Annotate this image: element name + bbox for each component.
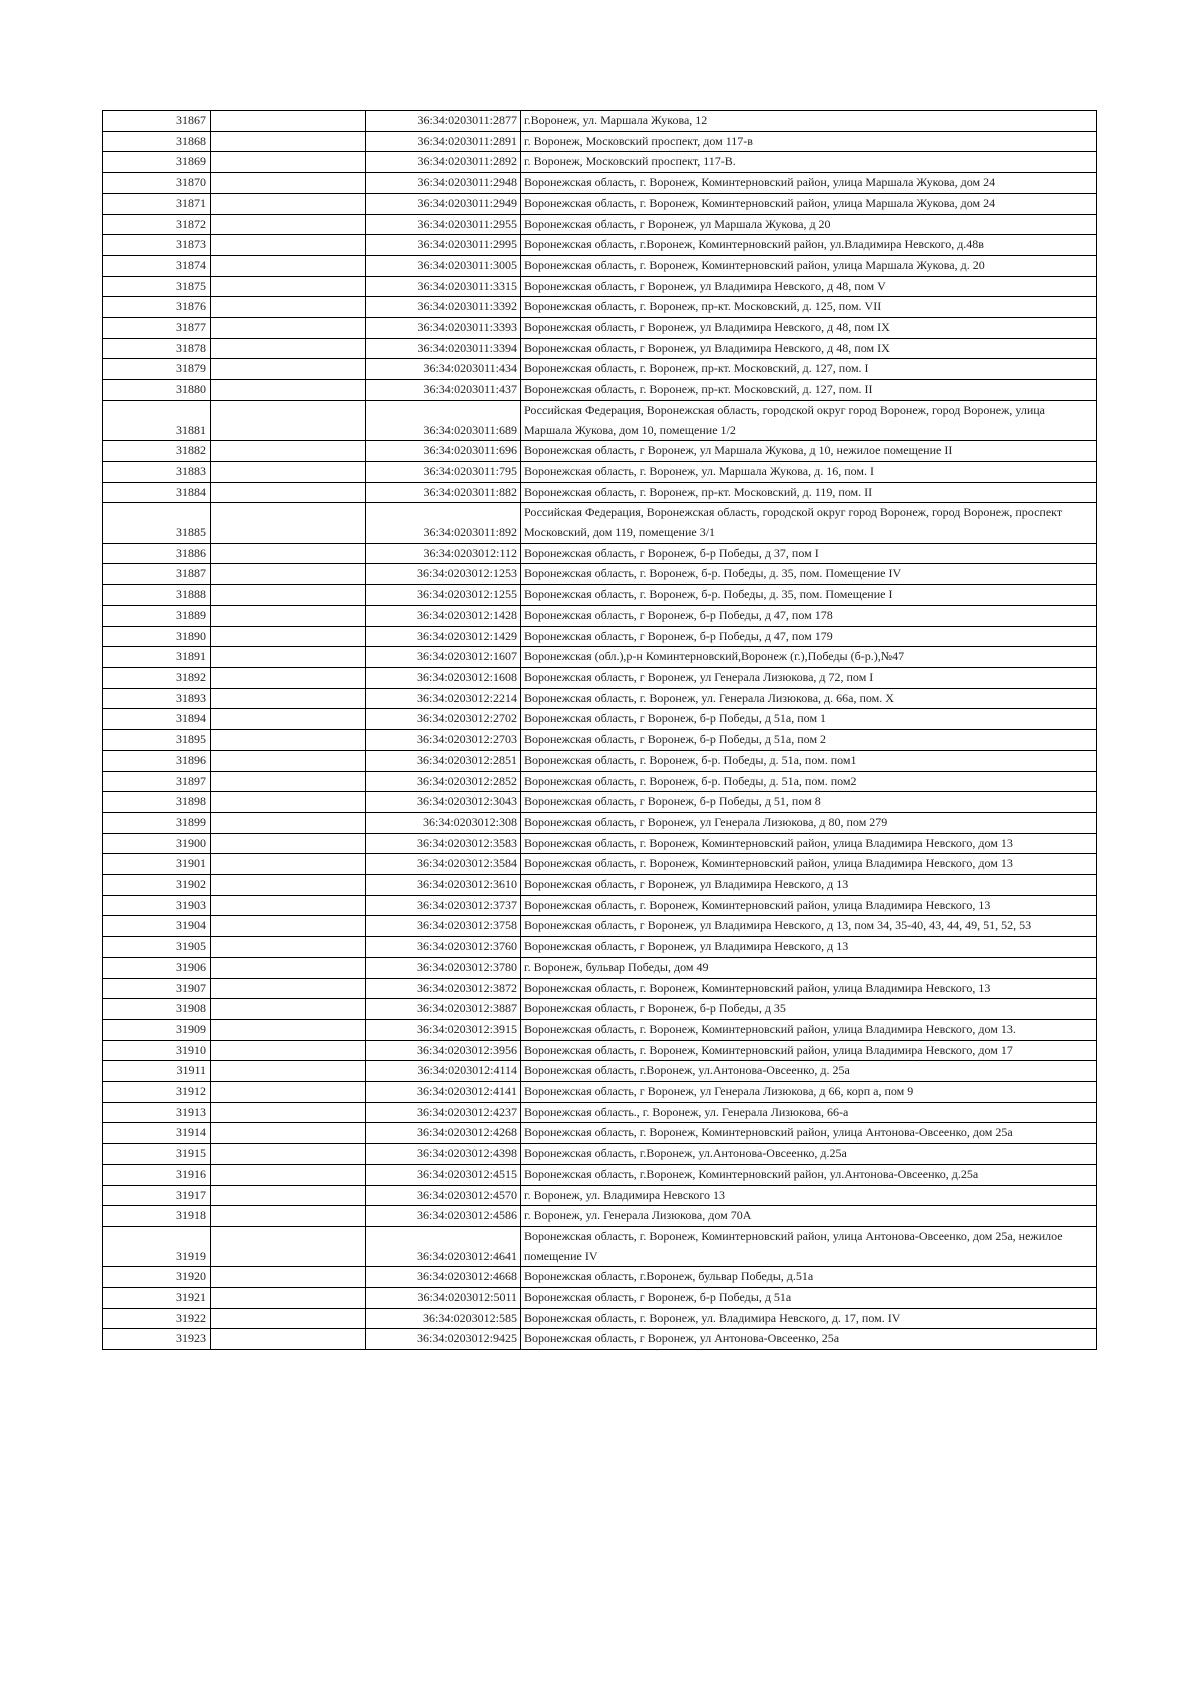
row-number-cell: 31891 <box>103 647 211 668</box>
cadastral-number-cell: 36:34:0203012:4641 <box>366 1226 521 1266</box>
empty-cell <box>211 585 366 606</box>
address-cell: Воронежская область, г Воронеж, ул Антонова-Овсеенко, 25а <box>521 1329 1097 1350</box>
cadastral-number-cell: 36:34:0203011:795 <box>366 461 521 482</box>
row-number-cell: 31918 <box>103 1206 211 1227</box>
empty-cell <box>211 255 366 276</box>
cadastral-number-cell: 36:34:0203011:2955 <box>366 214 521 235</box>
address-cell: Российская Федерация, Воронежская область, городской округ город Воронеж, город Воронеж, улица Маршала Жукова, дом 10, помещение 1/2 <box>521 400 1097 440</box>
empty-cell <box>211 833 366 854</box>
row-number-cell: 31869 <box>103 152 211 173</box>
table-row <box>103 833 1097 854</box>
cadastral-number-cell: 36:34:0203012:3737 <box>366 895 521 916</box>
table-row <box>103 957 1097 978</box>
empty-cell <box>211 111 366 132</box>
table-row <box>103 1288 1097 1309</box>
table-row <box>103 1061 1097 1082</box>
row-number-cell: 31868 <box>103 131 211 152</box>
address-cell: Воронежская область, г. Воронеж, б-р. Победы, д. 51а, пом. пом1 <box>521 750 1097 771</box>
address-cell: Воронежская область, г. Воронеж, Коминтерновский район, улица Маршала Жукова, дом 24 <box>521 173 1097 194</box>
row-number-cell: 31876 <box>103 297 211 318</box>
cadastral-number-cell: 36:34:0203012:585 <box>366 1308 521 1329</box>
empty-cell <box>211 173 366 194</box>
row-number-cell: 31913 <box>103 1102 211 1123</box>
table-row <box>103 792 1097 813</box>
row-number-cell: 31875 <box>103 276 211 297</box>
table-row <box>103 730 1097 751</box>
empty-cell <box>211 978 366 999</box>
row-number-cell: 31873 <box>103 235 211 256</box>
row-number-cell: 31901 <box>103 854 211 875</box>
empty-cell <box>211 400 366 440</box>
empty-cell <box>211 359 366 380</box>
address-cell: г. Воронеж, бульвар Победы, дом 49 <box>521 957 1097 978</box>
cadastral-number-cell: 36:34:0203012:3872 <box>366 978 521 999</box>
cadastral-number-cell: 36:34:0203012:3583 <box>366 833 521 854</box>
address-cell: Воронежская область, г Воронеж, б-р Победы, д 51а <box>521 1288 1097 1309</box>
table-row <box>103 1040 1097 1061</box>
empty-cell <box>211 1329 366 1350</box>
address-cell: Воронежская область, г Воронеж, б-р Победы, д 51а, пом 1 <box>521 709 1097 730</box>
empty-cell <box>211 1040 366 1061</box>
row-number-cell: 31880 <box>103 380 211 401</box>
cadastral-number-cell: 36:34:0203011:892 <box>366 503 521 543</box>
table-row <box>103 461 1097 482</box>
table-row <box>103 111 1097 132</box>
address-cell: Воронежская область, г Воронеж, ул Владимира Невского, д 48, пом V <box>521 276 1097 297</box>
address-cell: Воронежская область, г Воронеж, ул Владимира Невского, д 48, пом IX <box>521 338 1097 359</box>
row-number-cell: 31887 <box>103 564 211 585</box>
cadastral-number-cell: 36:34:0203012:1428 <box>366 605 521 626</box>
empty-cell <box>211 1185 366 1206</box>
cadastral-number-cell: 36:34:0203012:1253 <box>366 564 521 585</box>
table-row <box>103 380 1097 401</box>
cadastral-number-cell: 36:34:0203011:3315 <box>366 276 521 297</box>
row-number-cell: 31910 <box>103 1040 211 1061</box>
empty-cell <box>211 564 366 585</box>
address-cell: Воронежская область, г. Воронеж, пр-кт. Московский, д. 127, пом. II <box>521 380 1097 401</box>
address-cell: Воронежская область, г Воронеж, б-р Победы, д 47, пом 178 <box>521 605 1097 626</box>
address-cell: Воронежская область, г. Воронеж, Коминтерновский район, улица Антонова-Овсеенко, дом 25а <box>521 1123 1097 1144</box>
row-number-cell: 31885 <box>103 503 211 543</box>
empty-cell <box>211 193 366 214</box>
address-cell: Воронежская область, г. Воронеж, Коминтерновский район, улица Владимира Невского, 13 <box>521 895 1097 916</box>
table-row <box>103 235 1097 256</box>
cadastral-number-cell: 36:34:0203012:2851 <box>366 750 521 771</box>
row-number-cell: 31915 <box>103 1144 211 1165</box>
row-number-cell: 31902 <box>103 875 211 896</box>
address-cell: Воронежская область, г Воронеж, б-р Победы, д 47, пом 179 <box>521 626 1097 647</box>
address-cell: Воронежская область, г. Воронеж, б-р. Победы, д. 51а, пом. пом2 <box>521 771 1097 792</box>
table-row <box>103 978 1097 999</box>
cadastral-number-cell: 36:34:0203012:1255 <box>366 585 521 606</box>
row-number-cell: 31874 <box>103 255 211 276</box>
empty-cell <box>211 1102 366 1123</box>
table-row <box>103 667 1097 688</box>
address-cell: Воронежская область, г Воронеж, ул Владимира Невского, д 13, пом 34, 35-40, 43, 44, 49, 51, 52, 53 <box>521 916 1097 937</box>
empty-cell <box>211 235 366 256</box>
address-cell: Воронежская область, г. Воронеж, ул. Генерала Лизюкова, д. 66а, пом. X <box>521 688 1097 709</box>
row-number-cell: 31921 <box>103 1288 211 1309</box>
row-number-cell: 31889 <box>103 605 211 626</box>
cadastral-number-cell: 36:34:0203012:2702 <box>366 709 521 730</box>
row-number-cell: 31907 <box>103 978 211 999</box>
cadastral-number-cell: 36:34:0203011:437 <box>366 380 521 401</box>
row-number-cell: 31920 <box>103 1267 211 1288</box>
empty-cell <box>211 1144 366 1165</box>
row-number-cell: 31900 <box>103 833 211 854</box>
address-cell: Воронежская область, г. Воронеж, б-р. Победы, д. 35, пом. Помещение I <box>521 585 1097 606</box>
cadastral-number-cell: 36:34:0203012:3758 <box>366 916 521 937</box>
cadastral-number-cell: 36:34:0203012:4237 <box>366 1102 521 1123</box>
cadastral-number-cell: 36:34:0203012:3584 <box>366 854 521 875</box>
row-number-cell: 31892 <box>103 667 211 688</box>
table-row <box>103 647 1097 668</box>
address-cell: Воронежская область, г Воронеж, б-р Победы, д 51а, пом 2 <box>521 730 1097 751</box>
row-number-cell: 31895 <box>103 730 211 751</box>
empty-cell <box>211 318 366 339</box>
row-number-cell: 31867 <box>103 111 211 132</box>
row-number-cell: 31878 <box>103 338 211 359</box>
empty-cell <box>211 1123 366 1144</box>
empty-cell <box>211 957 366 978</box>
cadastral-number-cell: 36:34:0203012:4570 <box>366 1185 521 1206</box>
address-cell: г. Воронеж, ул. Владимира Невского 13 <box>521 1185 1097 1206</box>
cadastral-number-cell: 36:34:0203011:689 <box>366 400 521 440</box>
address-cell: Воронежская область, г.Воронеж, ул.Антонова-Овсеенко, д. 25а <box>521 1061 1097 1082</box>
cadastral-number-cell: 36:34:0203011:2877 <box>366 111 521 132</box>
empty-cell <box>211 1019 366 1040</box>
cadastral-number-cell: 36:34:0203011:2891 <box>366 131 521 152</box>
row-number-cell: 31879 <box>103 359 211 380</box>
address-cell: Воронежская область, г. Воронеж, ул. Маршала Жукова, д. 16, пом. I <box>521 461 1097 482</box>
empty-cell <box>211 338 366 359</box>
row-number-cell: 31911 <box>103 1061 211 1082</box>
table-row <box>103 1206 1097 1227</box>
table-row <box>103 1019 1097 1040</box>
cadastral-number-cell: 36:34:0203012:2703 <box>366 730 521 751</box>
table-row <box>103 1123 1097 1144</box>
empty-cell <box>211 709 366 730</box>
table-row <box>103 482 1097 503</box>
table-row <box>103 564 1097 585</box>
empty-cell <box>211 999 366 1020</box>
cadastral-number-cell: 36:34:0203011:2892 <box>366 152 521 173</box>
empty-cell <box>211 730 366 751</box>
address-cell: г. Воронеж, ул. Генерала Лизюкова, дом 70А <box>521 1206 1097 1227</box>
address-cell: Воронежская область, г. Воронеж, пр-кт. Московский, д. 127, пом. I <box>521 359 1097 380</box>
row-number-cell: 31894 <box>103 709 211 730</box>
cadastral-number-cell: 36:34:0203012:4515 <box>366 1164 521 1185</box>
cadastral-number-cell: 36:34:0203012:308 <box>366 812 521 833</box>
table-row <box>103 895 1097 916</box>
empty-cell <box>211 647 366 668</box>
address-cell: Воронежская область, г. Воронеж, пр-кт. Московский, д. 125, пом. VII <box>521 297 1097 318</box>
row-number-cell: 31916 <box>103 1164 211 1185</box>
table-row <box>103 318 1097 339</box>
table-row <box>103 255 1097 276</box>
table-row <box>103 131 1097 152</box>
cadastral-number-cell: 36:34:0203011:3394 <box>366 338 521 359</box>
cadastral-number-cell: 36:34:0203011:2949 <box>366 193 521 214</box>
address-cell: Воронежская область, г. Воронеж, Коминтерновский район, улица Маршала Жукова, дом 24 <box>521 193 1097 214</box>
address-cell: Российская Федерация, Воронежская область, городской округ город Воронеж, город Воронеж, проспект Московский, дом 119, помещение 3/1 <box>521 503 1097 543</box>
empty-cell <box>211 276 366 297</box>
row-number-cell: 31899 <box>103 812 211 833</box>
cadastral-number-cell: 36:34:0203011:3392 <box>366 297 521 318</box>
cadastral-number-cell: 36:34:0203012:3915 <box>366 1019 521 1040</box>
row-number-cell: 31882 <box>103 441 211 462</box>
empty-cell <box>211 916 366 937</box>
table-row <box>103 709 1097 730</box>
row-number-cell: 31917 <box>103 1185 211 1206</box>
empty-cell <box>211 750 366 771</box>
address-cell: Воронежская область, г Воронеж, ул Владимира Невского, д 13 <box>521 875 1097 896</box>
empty-cell <box>211 895 366 916</box>
table-row <box>103 1164 1097 1185</box>
row-number-cell: 31904 <box>103 916 211 937</box>
row-number-cell: 31906 <box>103 957 211 978</box>
row-number-cell: 31909 <box>103 1019 211 1040</box>
table-row <box>103 441 1097 462</box>
row-number-cell: 31888 <box>103 585 211 606</box>
cadastral-number-cell: 36:34:0203012:5011 <box>366 1288 521 1309</box>
empty-cell <box>211 380 366 401</box>
row-number-cell: 31871 <box>103 193 211 214</box>
cadastral-number-cell: 36:34:0203011:2995 <box>366 235 521 256</box>
cadastral-number-cell: 36:34:0203012:4586 <box>366 1206 521 1227</box>
cadastral-number-cell: 36:34:0203011:3005 <box>366 255 521 276</box>
address-cell: Воронежская область, г.Воронеж, бульвар Победы, д.51а <box>521 1267 1097 1288</box>
address-cell: Воронежская область, г Воронеж, ул Генерала Лизюкова, д 66, корп а, пом 9 <box>521 1082 1097 1103</box>
address-cell: Воронежская область., г. Воронеж, ул. Генерала Лизюкова, 66-а <box>521 1102 1097 1123</box>
empty-cell <box>211 626 366 647</box>
address-cell: Воронежская область, г Воронеж, ул Генерала Лизюкова, д 80, пом 279 <box>521 812 1097 833</box>
cadastral-number-cell: 36:34:0203012:3610 <box>366 875 521 896</box>
address-cell: Воронежская область, г Воронеж, б-р Победы, д 51, пом 8 <box>521 792 1097 813</box>
address-cell: Воронежская область, г. Воронеж, Коминтерновский район, улица Владимира Невского, дом 13. <box>521 1019 1097 1040</box>
row-number-cell: 31912 <box>103 1082 211 1103</box>
table-row <box>103 1308 1097 1329</box>
table-row <box>103 338 1097 359</box>
cadastral-number-cell: 36:34:0203012:4114 <box>366 1061 521 1082</box>
row-number-cell: 31905 <box>103 937 211 958</box>
row-number-cell: 31870 <box>103 173 211 194</box>
empty-cell <box>211 937 366 958</box>
empty-cell <box>211 688 366 709</box>
empty-cell <box>211 482 366 503</box>
row-number-cell: 31914 <box>103 1123 211 1144</box>
cadastral-number-cell: 36:34:0203012:9425 <box>366 1329 521 1350</box>
row-number-cell: 31884 <box>103 482 211 503</box>
table-row <box>103 626 1097 647</box>
empty-cell <box>211 503 366 543</box>
address-cell: Воронежская область, г Воронеж, ул Маршала Жукова, д 10, нежилое помещение II <box>521 441 1097 462</box>
empty-cell <box>211 1082 366 1103</box>
empty-cell <box>211 152 366 173</box>
table-row <box>103 875 1097 896</box>
cadastral-number-cell: 36:34:0203012:4668 <box>366 1267 521 1288</box>
cadastral-number-cell: 36:34:0203011:434 <box>366 359 521 380</box>
cadastral-number-cell: 36:34:0203011:696 <box>366 441 521 462</box>
row-number-cell: 31898 <box>103 792 211 813</box>
address-cell: Воронежская область, г Воронеж, б-р Победы, д 37, пом I <box>521 543 1097 564</box>
empty-cell <box>211 1288 366 1309</box>
cadastral-number-cell: 36:34:0203012:4268 <box>366 1123 521 1144</box>
address-cell: Воронежская область, г. Воронеж, пр-кт. Московский, д. 119, пом. II <box>521 482 1097 503</box>
row-number-cell: 31922 <box>103 1308 211 1329</box>
table-row <box>103 812 1097 833</box>
row-number-cell: 31919 <box>103 1226 211 1266</box>
table-row <box>103 543 1097 564</box>
address-cell: Воронежская область, г Воронеж, ул Владимира Невского, д 13 <box>521 937 1097 958</box>
row-number-cell: 31908 <box>103 999 211 1020</box>
address-cell: Воронежская область, г.Воронеж, Коминтерновский район, ул.Антонова-Овсеенко, д.25а <box>521 1164 1097 1185</box>
cadastral-number-cell: 36:34:0203012:2852 <box>366 771 521 792</box>
address-cell: Воронежская область, г Воронеж, б-р Победы, д 35 <box>521 999 1097 1020</box>
empty-cell <box>211 875 366 896</box>
cadastral-number-cell: 36:34:0203011:882 <box>366 482 521 503</box>
address-cell: г. Воронеж, Московский проспект, дом 117-в <box>521 131 1097 152</box>
address-cell: Воронежская область, г Воронеж, ул Генерала Лизюкова, д 72, пом I <box>521 667 1097 688</box>
empty-cell <box>211 297 366 318</box>
row-number-cell: 31897 <box>103 771 211 792</box>
row-number-cell: 31890 <box>103 626 211 647</box>
table-row <box>103 1082 1097 1103</box>
row-number-cell: 31896 <box>103 750 211 771</box>
property-registry-table <box>102 110 1097 1350</box>
address-cell: Воронежская область, г. Воронеж, Коминтерновский район, улица Владимира Невского, дом 13 <box>521 854 1097 875</box>
table-row <box>103 503 1097 543</box>
empty-cell <box>211 1206 366 1227</box>
cadastral-number-cell: 36:34:0203011:2948 <box>366 173 521 194</box>
table-row <box>103 359 1097 380</box>
table-row <box>103 1185 1097 1206</box>
table-row <box>103 297 1097 318</box>
cadastral-number-cell: 36:34:0203011:3393 <box>366 318 521 339</box>
table-row <box>103 193 1097 214</box>
address-cell: Воронежская область, г. Воронеж, Коминтерновский район, улица Владимира Невского, дом 17 <box>521 1040 1097 1061</box>
empty-cell <box>211 771 366 792</box>
cadastral-number-cell: 36:34:0203012:4141 <box>366 1082 521 1103</box>
table-row <box>103 999 1097 1020</box>
empty-cell <box>211 1061 366 1082</box>
address-cell: Воронежская область, г Воронеж, ул Владимира Невского, д 48, пом IX <box>521 318 1097 339</box>
cadastral-number-cell: 36:34:0203012:1429 <box>366 626 521 647</box>
empty-cell <box>211 214 366 235</box>
table-row <box>103 771 1097 792</box>
empty-cell <box>211 854 366 875</box>
cadastral-number-cell: 36:34:0203012:3780 <box>366 957 521 978</box>
empty-cell <box>211 792 366 813</box>
table-row <box>103 173 1097 194</box>
address-cell: г. Воронеж, Московский проспект, 117-В. <box>521 152 1097 173</box>
table-row <box>103 688 1097 709</box>
empty-cell <box>211 812 366 833</box>
address-cell: Воронежская область, г. Воронеж, ул. Владимира Невского, д. 17, пом. IV <box>521 1308 1097 1329</box>
row-number-cell: 31893 <box>103 688 211 709</box>
address-cell: Воронежская область, г. Воронеж, Коминтерновский район, улица Владимира Невского, 13 <box>521 978 1097 999</box>
table-row <box>103 1102 1097 1123</box>
row-number-cell: 31886 <box>103 543 211 564</box>
cadastral-number-cell: 36:34:0203012:3760 <box>366 937 521 958</box>
row-number-cell: 31877 <box>103 318 211 339</box>
table-row <box>103 1267 1097 1288</box>
row-number-cell: 31903 <box>103 895 211 916</box>
registry-table-body <box>103 111 1097 1350</box>
empty-cell <box>211 1226 366 1266</box>
empty-cell <box>211 605 366 626</box>
address-cell: Воронежская область, г. Воронеж, Коминтерновский район, улица Маршала Жукова, д. 20 <box>521 255 1097 276</box>
address-cell: Воронежская область, г. Воронеж, Коминтерновский район, улица Антонова-Овсеенко, дом 25а, нежилое помещение IV <box>521 1226 1097 1266</box>
empty-cell <box>211 461 366 482</box>
cadastral-number-cell: 36:34:0203012:2214 <box>366 688 521 709</box>
empty-cell <box>211 667 366 688</box>
empty-cell <box>211 1164 366 1185</box>
address-cell: Воронежская область, г.Воронеж, ул.Антонова-Овсеенко, д.25а <box>521 1144 1097 1165</box>
row-number-cell: 31883 <box>103 461 211 482</box>
cadastral-number-cell: 36:34:0203012:1607 <box>366 647 521 668</box>
empty-cell <box>211 1308 366 1329</box>
table-row <box>103 1226 1097 1266</box>
address-cell: Воронежская (обл.),р-н Коминтерновский,Воронеж (г.),Победы (б-р.),№47 <box>521 647 1097 668</box>
table-row <box>103 854 1097 875</box>
table-row <box>103 750 1097 771</box>
address-cell: Воронежская область, г. Воронеж, Коминтерновский район, улица Владимира Невского, дом 13 <box>521 833 1097 854</box>
cadastral-number-cell: 36:34:0203012:3956 <box>366 1040 521 1061</box>
cadastral-number-cell: 36:34:0203012:1608 <box>366 667 521 688</box>
cadastral-number-cell: 36:34:0203012:4398 <box>366 1144 521 1165</box>
address-cell: Воронежская область, г Воронеж, ул Маршала Жукова, д 20 <box>521 214 1097 235</box>
row-number-cell: 31923 <box>103 1329 211 1350</box>
cadastral-number-cell: 36:34:0203012:3887 <box>366 999 521 1020</box>
empty-cell <box>211 543 366 564</box>
table-row <box>103 400 1097 440</box>
empty-cell <box>211 1267 366 1288</box>
table-row <box>103 937 1097 958</box>
address-cell: г.Воронеж, ул. Маршала Жукова, 12 <box>521 111 1097 132</box>
table-row <box>103 585 1097 606</box>
table-row <box>103 276 1097 297</box>
table-row <box>103 1144 1097 1165</box>
table-row <box>103 916 1097 937</box>
table-row <box>103 1329 1097 1350</box>
empty-cell <box>211 441 366 462</box>
table-row <box>103 214 1097 235</box>
row-number-cell: 31881 <box>103 400 211 440</box>
row-number-cell: 31872 <box>103 214 211 235</box>
cadastral-number-cell: 36:34:0203012:3043 <box>366 792 521 813</box>
address-cell: Воронежская область, г. Воронеж, б-р. Победы, д. 35, пом. Помещение IV <box>521 564 1097 585</box>
cadastral-number-cell: 36:34:0203012:112 <box>366 543 521 564</box>
table-row <box>103 605 1097 626</box>
address-cell: Воронежская область, г.Воронеж, Коминтерновский район, ул.Владимира Невского, д.48в <box>521 235 1097 256</box>
empty-cell <box>211 131 366 152</box>
table-row <box>103 152 1097 173</box>
